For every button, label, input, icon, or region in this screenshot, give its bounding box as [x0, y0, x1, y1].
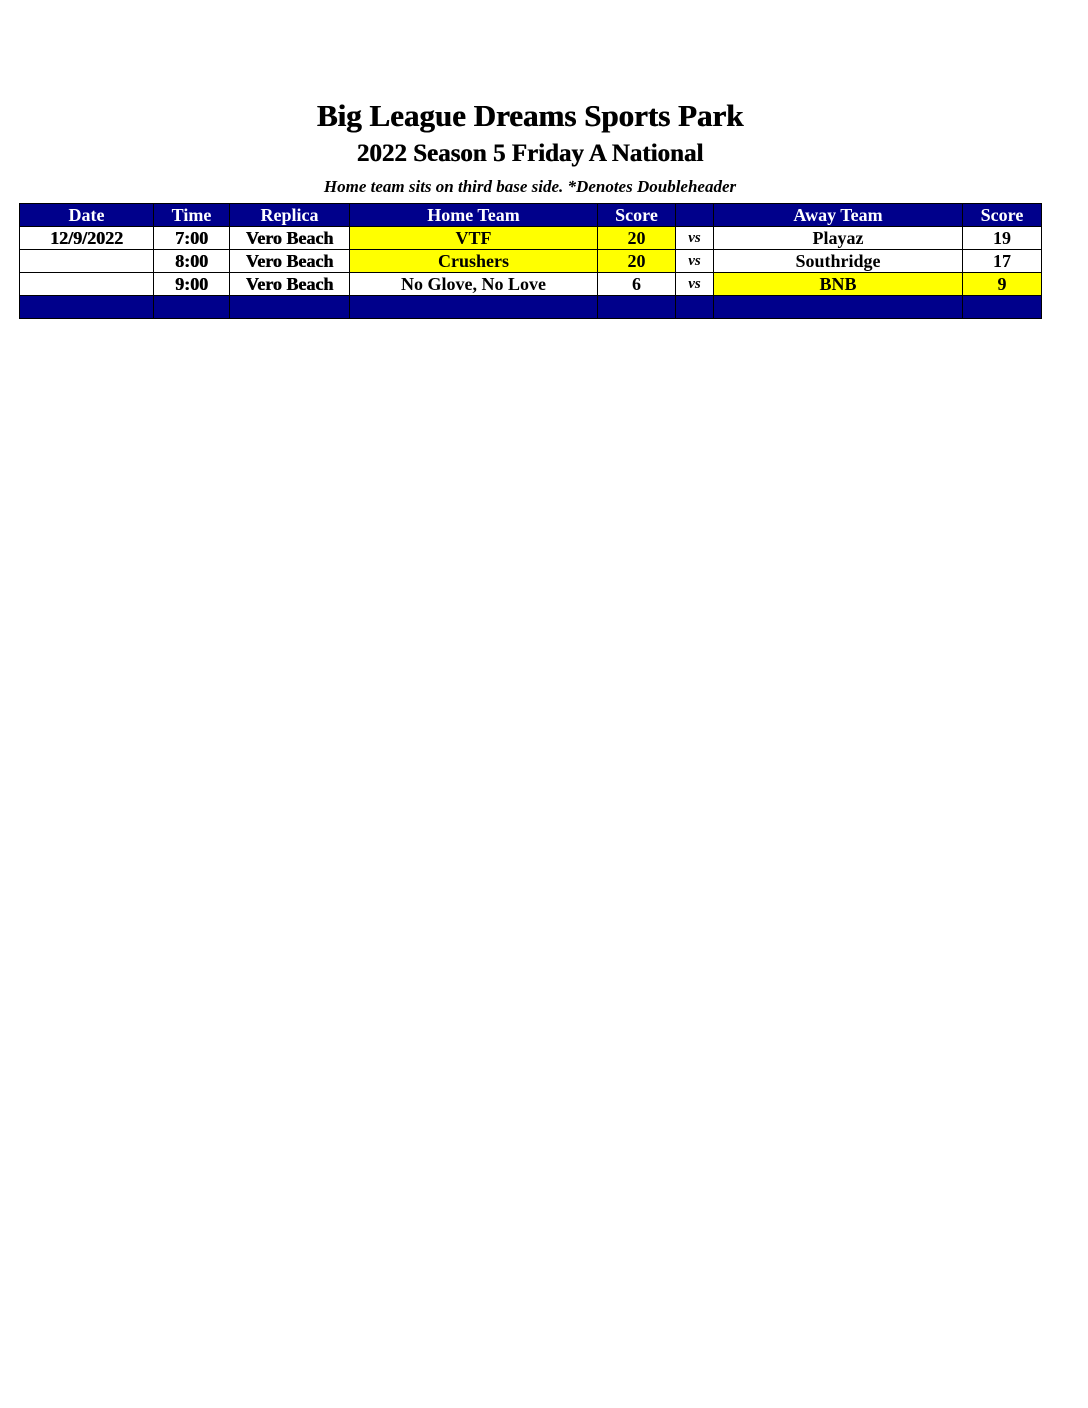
- footer-cell: [230, 296, 350, 319]
- cell-date: 12/9/2022: [20, 227, 154, 250]
- table-row: [20, 250, 1042, 273]
- cell-home-team: VTF: [350, 227, 598, 250]
- cell-home-score: 20: [598, 227, 676, 250]
- column-header-replica: Replica: [230, 204, 350, 227]
- cell-date: [20, 273, 154, 296]
- cell-away-score: 9: [963, 273, 1042, 296]
- column-header-home-score: Score: [598, 204, 676, 227]
- cell-away-team: Playaz: [714, 227, 963, 250]
- page-title: Big League Dreams Sports Park: [316, 98, 744, 133]
- footer-cell: [598, 296, 676, 319]
- footer-cell: [714, 296, 963, 319]
- table-footer-row: [20, 296, 1042, 319]
- cell-away-team: BNB: [714, 273, 963, 296]
- cell-home-team: No Glove, No Love: [350, 273, 598, 296]
- table-header-row: [20, 204, 1042, 227]
- schedule-table: [19, 203, 1042, 319]
- footer-cell: [154, 296, 230, 319]
- column-header-away-score: Score: [963, 204, 1042, 227]
- page-subtitle: 2022 Season 5 Friday A National: [356, 140, 704, 167]
- cell-vs: vs: [676, 227, 714, 250]
- cell-vs: vs: [676, 273, 714, 296]
- cell-time: 9:00: [154, 273, 230, 296]
- cell-replica: Vero Beach: [230, 250, 350, 273]
- footer-cell: [676, 296, 714, 319]
- cell-home-score: 6: [598, 273, 676, 296]
- cell-time: 8:00: [154, 250, 230, 273]
- column-header-time: Time: [154, 204, 230, 227]
- cell-home-team: Crushers: [350, 250, 598, 273]
- column-header-vs: [676, 204, 714, 227]
- cell-away-team: Southridge: [714, 250, 963, 273]
- cell-away-score: 19: [963, 227, 1042, 250]
- footer-cell: [963, 296, 1042, 319]
- column-header-away-team: Away Team: [714, 204, 963, 227]
- cell-home-score: 20: [598, 250, 676, 273]
- cell-date: [20, 250, 154, 273]
- footer-cell: [20, 296, 154, 319]
- cell-away-score: 17: [963, 250, 1042, 273]
- column-header-date: Date: [20, 204, 154, 227]
- table-row: [20, 227, 1042, 250]
- column-header-home-team: Home Team: [350, 204, 598, 227]
- footer-cell: [350, 296, 598, 319]
- table-row: [20, 273, 1042, 296]
- schedule-note: Home team sits on third base side. *Denotes Doubleheader: [323, 177, 737, 196]
- cell-vs: vs: [676, 250, 714, 273]
- cell-time: 7:00: [154, 227, 230, 250]
- cell-replica: Vero Beach: [230, 273, 350, 296]
- cell-replica: Vero Beach: [230, 227, 350, 250]
